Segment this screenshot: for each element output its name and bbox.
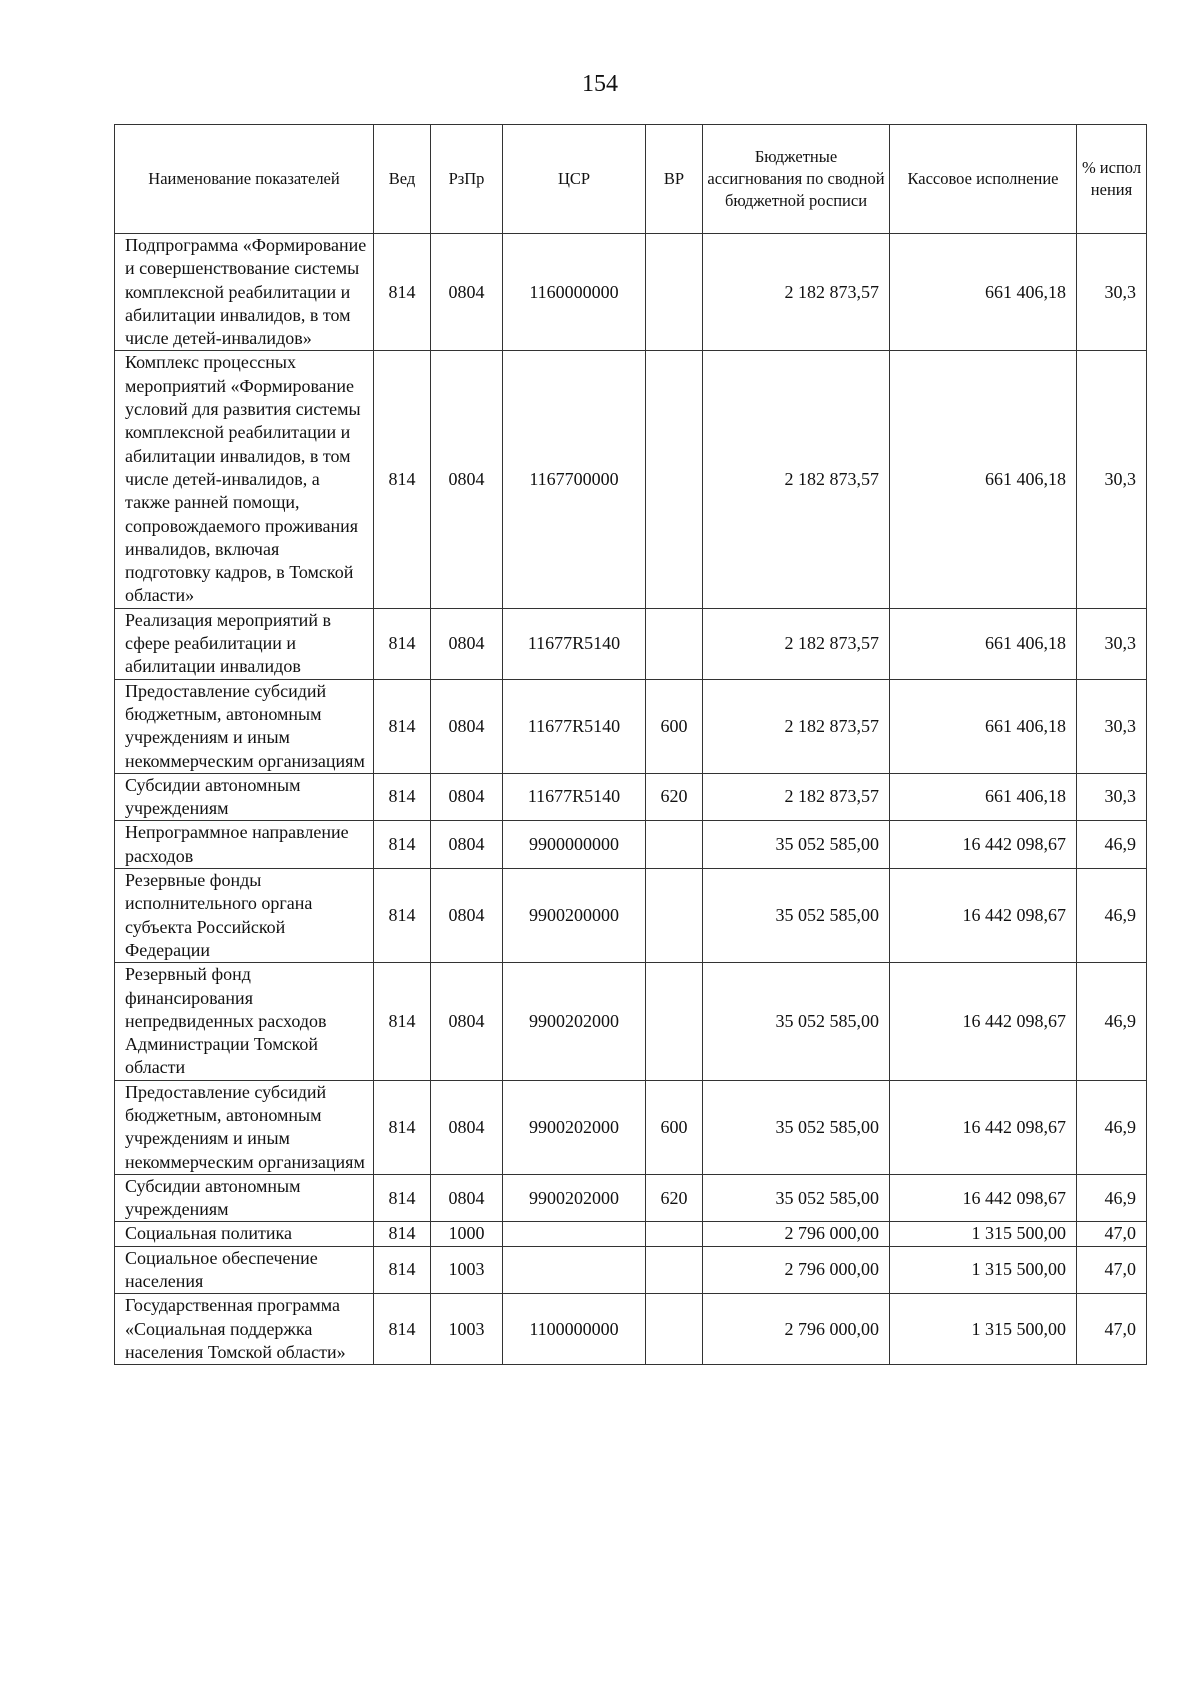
row-pct: 47,0 [1077, 1222, 1147, 1246]
table-row [115, 1222, 1147, 1246]
row-plan: 35 052 585,00 [703, 1174, 890, 1222]
row-pct: 46,9 [1077, 821, 1147, 869]
row-ved: 814 [374, 234, 431, 351]
row-fact: 16 442 098,67 [890, 869, 1077, 963]
row-pct: 46,9 [1077, 869, 1147, 963]
table-row [115, 1294, 1147, 1365]
header-fact: Кассовое исполнение [890, 125, 1077, 234]
table-row [115, 963, 1147, 1080]
row-plan: 2 182 873,57 [703, 608, 890, 679]
row-plan: 2 182 873,57 [703, 351, 890, 608]
row-ved: 814 [374, 1222, 431, 1246]
row-plan: 35 052 585,00 [703, 1080, 890, 1174]
row-rzpr: 1003 [431, 1294, 503, 1365]
row-name: Предоставление субсидий бюджетным, автономным учреждениям и иным некоммерческим организациям [115, 679, 374, 773]
row-vr [646, 1294, 703, 1365]
row-pct: 30,3 [1077, 234, 1147, 351]
row-name: Социальная политика [115, 1222, 374, 1246]
header-csr: ЦСР [503, 125, 646, 234]
row-fact: 16 442 098,67 [890, 821, 1077, 869]
row-vr [646, 821, 703, 869]
row-csr: 11677R5140 [503, 773, 646, 821]
row-ved: 814 [374, 1246, 431, 1294]
row-fact: 661 406,18 [890, 679, 1077, 773]
table-row [115, 234, 1147, 351]
row-plan: 2 182 873,57 [703, 679, 890, 773]
row-pct: 47,0 [1077, 1294, 1147, 1365]
row-csr: 9900202000 [503, 963, 646, 1080]
row-rzpr: 0804 [431, 351, 503, 608]
row-pct: 30,3 [1077, 679, 1147, 773]
page-number: 154 [582, 71, 618, 97]
row-plan: 2 182 873,57 [703, 773, 890, 821]
row-name: Реализация мероприятий в сфере реабилитации и абилитации инвалидов [115, 608, 374, 679]
row-vr [646, 234, 703, 351]
table-row [115, 1080, 1147, 1174]
row-rzpr: 0804 [431, 679, 503, 773]
row-vr [646, 351, 703, 608]
row-name: Комплекс процессных мероприятий «Формирование условий для развития системы комплексной реабилитации и абилитации инвалидов, в том числе детей-инвалидов, а также ранней помощи, сопровождаемого проживания инвалидов, включая подготовку кадров, в Томской области» [115, 351, 374, 608]
row-csr [503, 1246, 646, 1294]
row-ved: 814 [374, 679, 431, 773]
row-vr [646, 608, 703, 679]
table-row [115, 773, 1147, 821]
row-rzpr: 1003 [431, 1246, 503, 1294]
budget-execution-table [114, 124, 1147, 1365]
row-rzpr: 0804 [431, 1080, 503, 1174]
row-csr: 9900200000 [503, 869, 646, 963]
row-csr: 11677R5140 [503, 608, 646, 679]
row-csr: 1160000000 [503, 234, 646, 351]
row-ved: 814 [374, 1294, 431, 1365]
row-rzpr: 0804 [431, 963, 503, 1080]
row-name: Резервный фонд финансирования непредвиденных расходов Администрации Томской области [115, 963, 374, 1080]
row-fact: 661 406,18 [890, 234, 1077, 351]
row-rzpr: 0804 [431, 1174, 503, 1222]
row-name: Предоставление субсидий бюджетным, автономным учреждениям и иным некоммерческим организациям [115, 1080, 374, 1174]
row-plan: 2 796 000,00 [703, 1246, 890, 1294]
row-name: Субсидии автономным учреждениям [115, 773, 374, 821]
row-vr [646, 963, 703, 1080]
row-pct: 46,9 [1077, 1174, 1147, 1222]
row-rzpr: 0804 [431, 869, 503, 963]
row-fact: 16 442 098,67 [890, 963, 1077, 1080]
row-pct: 47,0 [1077, 1246, 1147, 1294]
row-plan: 2 796 000,00 [703, 1222, 890, 1246]
row-rzpr: 0804 [431, 773, 503, 821]
row-csr: 1100000000 [503, 1294, 646, 1365]
row-name: Резервные фонды исполнительного органа субъекта Российской Федерации [115, 869, 374, 963]
row-name: Социальное обеспечение населения [115, 1246, 374, 1294]
row-pct: 30,3 [1077, 773, 1147, 821]
header-ved: Вед [374, 125, 431, 234]
row-fact: 1 315 500,00 [890, 1294, 1077, 1365]
row-fact: 16 442 098,67 [890, 1080, 1077, 1174]
row-ved: 814 [374, 351, 431, 608]
row-fact: 661 406,18 [890, 608, 1077, 679]
row-ved: 814 [374, 608, 431, 679]
row-vr [646, 1246, 703, 1294]
row-plan: 2 182 873,57 [703, 234, 890, 351]
row-vr: 620 [646, 773, 703, 821]
table-row [115, 1174, 1147, 1222]
row-vr: 620 [646, 1174, 703, 1222]
row-vr [646, 1222, 703, 1246]
row-rzpr: 0804 [431, 234, 503, 351]
row-rzpr: 1000 [431, 1222, 503, 1246]
row-fact: 16 442 098,67 [890, 1174, 1077, 1222]
table-header-row [115, 125, 1147, 234]
row-fact: 661 406,18 [890, 773, 1077, 821]
row-name: Подпрограмма «Формирование и совершенствование системы комплексной реабилитации и абилитации инвалидов, в том числе детей-инвалидов» [115, 234, 374, 351]
row-plan: 35 052 585,00 [703, 963, 890, 1080]
row-ved: 814 [374, 1080, 431, 1174]
row-pct: 30,3 [1077, 351, 1147, 608]
row-pct: 46,9 [1077, 963, 1147, 1080]
table-row [115, 679, 1147, 773]
row-vr [646, 869, 703, 963]
row-plan: 35 052 585,00 [703, 821, 890, 869]
table-row [115, 821, 1147, 869]
row-csr: 9900000000 [503, 821, 646, 869]
row-vr: 600 [646, 1080, 703, 1174]
row-csr: 11677R5140 [503, 679, 646, 773]
row-plan: 2 796 000,00 [703, 1294, 890, 1365]
row-pct: 46,9 [1077, 1080, 1147, 1174]
row-name: Государственная программа «Социальная поддержка населения Томской области» [115, 1294, 374, 1365]
row-csr: 9900202000 [503, 1080, 646, 1174]
row-vr: 600 [646, 679, 703, 773]
header-name: Наименование показателей [115, 125, 374, 234]
row-rzpr: 0804 [431, 608, 503, 679]
table-row [115, 869, 1147, 963]
row-ved: 814 [374, 869, 431, 963]
row-ved: 814 [374, 773, 431, 821]
row-fact: 1 315 500,00 [890, 1246, 1077, 1294]
row-csr: 9900202000 [503, 1174, 646, 1222]
row-ved: 814 [374, 1174, 431, 1222]
row-ved: 814 [374, 821, 431, 869]
row-rzpr: 0804 [431, 821, 503, 869]
row-name: Субсидии автономным учреждениям [115, 1174, 374, 1222]
row-name: Непрограммное направление расходов [115, 821, 374, 869]
header-pct: % испол нения [1077, 125, 1147, 234]
table-row [115, 608, 1147, 679]
row-pct: 30,3 [1077, 608, 1147, 679]
table-row [115, 351, 1147, 608]
row-csr: 1167700000 [503, 351, 646, 608]
row-plan: 35 052 585,00 [703, 869, 890, 963]
header-vr: ВР [646, 125, 703, 234]
row-ved: 814 [374, 963, 431, 1080]
row-fact: 661 406,18 [890, 351, 1077, 608]
row-csr [503, 1222, 646, 1246]
row-fact: 1 315 500,00 [890, 1222, 1077, 1246]
header-plan: Бюджетные ассигнования по сводной бюджетной росписи [703, 125, 890, 234]
table-row [115, 1246, 1147, 1294]
header-rzpr: РзПр [431, 125, 503, 234]
